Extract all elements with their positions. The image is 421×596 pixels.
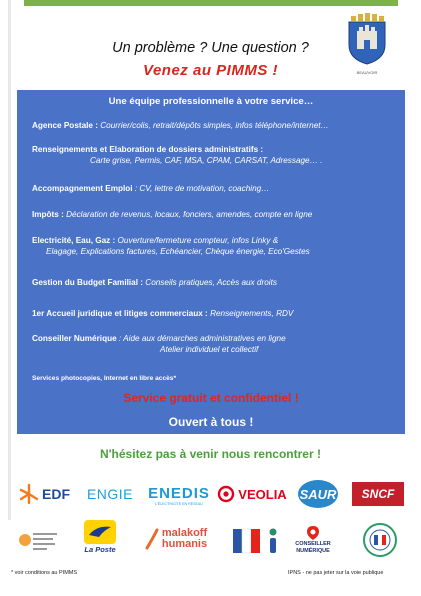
service-text: : Aide aux démarches administratives en ligne <box>116 334 286 343</box>
location-pin-icon <box>306 525 320 541</box>
service-text-2: Elagage, Explications factures, Echéancier, Chèque énergie, Eco'Gestes <box>46 247 310 256</box>
service-text: : CV, lettre de motivation, coaching… <box>132 184 270 193</box>
open-to-all-banner: Ouvert à tous ! <box>168 415 254 429</box>
france-services-icon <box>231 527 263 555</box>
service-label: Agence Postale : <box>32 121 98 130</box>
free-service-banner: Service gratuit et confidentiel ! <box>123 391 299 405</box>
sncf-logo <box>352 482 404 506</box>
humanis-label: humanis <box>161 538 208 550</box>
service-renseignements <box>32 144 322 166</box>
footer-conditions: * voir conditions au PIMMS <box>11 570 78 576</box>
service-label: 1er Accueil juridique et litiges commerciaux : <box>32 309 208 318</box>
service-label: Conseiller Numérique <box>32 334 117 343</box>
footer-ipns: IPNS - ne pas jeter sur la voie publique <box>288 570 384 576</box>
service-impots <box>32 209 312 220</box>
header-question: Un problème ? Une question ? <box>112 40 309 56</box>
service-budget <box>32 277 277 288</box>
saur-drop-icon <box>296 478 340 510</box>
service-emploi <box>32 183 269 194</box>
france-services-logo <box>230 526 264 556</box>
communes-emblem-icon <box>17 526 59 556</box>
service-label: Renseignements et Elaboration de dossiers administratifs : <box>32 145 264 154</box>
service-label: Electricité, Eau, Gaz : <box>32 236 116 245</box>
france-relance-logo <box>360 520 400 560</box>
invite-text: N'hésitez pas à venir nous rencontrer ! <box>100 447 321 461</box>
service-juridique <box>32 308 293 319</box>
service-agence-postale <box>32 120 329 131</box>
enedis-logo <box>146 479 212 511</box>
enedis-label: ENEDIS <box>148 484 210 502</box>
malakoff-label: malakoff <box>161 527 208 539</box>
service-energie <box>32 235 310 257</box>
malakoff-logo <box>134 522 218 556</box>
service-text: Renseignements, RDV <box>207 309 294 318</box>
sncf-label: SNCF <box>361 487 395 501</box>
conseiller-label: CONSEILLER <box>295 541 331 547</box>
crest-caption: BEAUVOIR <box>356 70 378 75</box>
services-note: Services photocopies, Internet en libre accès* <box>32 375 177 382</box>
conseiller-numerique-logo <box>288 520 338 560</box>
services-panel <box>17 90 405 434</box>
header-invitation: Venez au PIMMS ! <box>143 62 278 79</box>
service-text: Déclaration de revenus, locaux, fonciers, amendes, compte en ligne <box>63 210 313 219</box>
info-logo <box>264 526 282 556</box>
laposte-bird-icon <box>83 519 117 545</box>
edf-label: EDF <box>42 486 70 502</box>
service-text: Courrier/colis, retrait/dépôts simples, infos téléphone/internet… <box>100 121 329 130</box>
france-relance-seal-icon <box>361 521 399 559</box>
communes-logo <box>16 526 60 556</box>
panel-title: Une équipe professionnelle à votre service… <box>108 96 314 107</box>
top-color-bar <box>24 0 398 6</box>
laposte-logo <box>72 516 128 556</box>
veolia-label: VEOLIA <box>238 486 287 502</box>
enedis-tagline: L'ÉLECTRICITÉ EN RÉSEAU <box>155 501 203 506</box>
info-icon <box>265 527 281 555</box>
laposte-label: La Poste <box>84 544 116 554</box>
engie-logo <box>80 481 140 507</box>
service-label: Impôts : <box>32 210 64 219</box>
svg-text:SAUR: SAUR <box>299 487 337 502</box>
service-text: Conseils pratiques, Accès aux droits <box>143 278 277 287</box>
malakoff-swoosh-icon <box>145 528 159 550</box>
engie-label: ENGIE <box>86 486 134 502</box>
service-numerique <box>32 333 286 355</box>
service-text-2: Atelier individuel et collectif <box>160 345 259 354</box>
veolia-logo <box>216 481 288 507</box>
malakoff-text <box>162 528 207 550</box>
saur-logo <box>296 478 340 510</box>
numerique-label: NUMÉRIQUE <box>296 548 330 554</box>
service-text: Carte grise, Permis, CAF, MSA, CPAM, CARSAT, Adressage… . <box>90 156 323 165</box>
edf-logo <box>14 481 74 507</box>
service-label: Gestion du Budget Familial : <box>32 278 143 287</box>
town-crest-icon <box>345 13 389 65</box>
service-label: Accompagnement Emploi <box>32 184 133 193</box>
edf-sun-icon <box>18 483 40 505</box>
veolia-circle-icon <box>217 485 235 503</box>
service-text: Ouverture/fermeture compteur, infos Linky & <box>115 236 279 245</box>
